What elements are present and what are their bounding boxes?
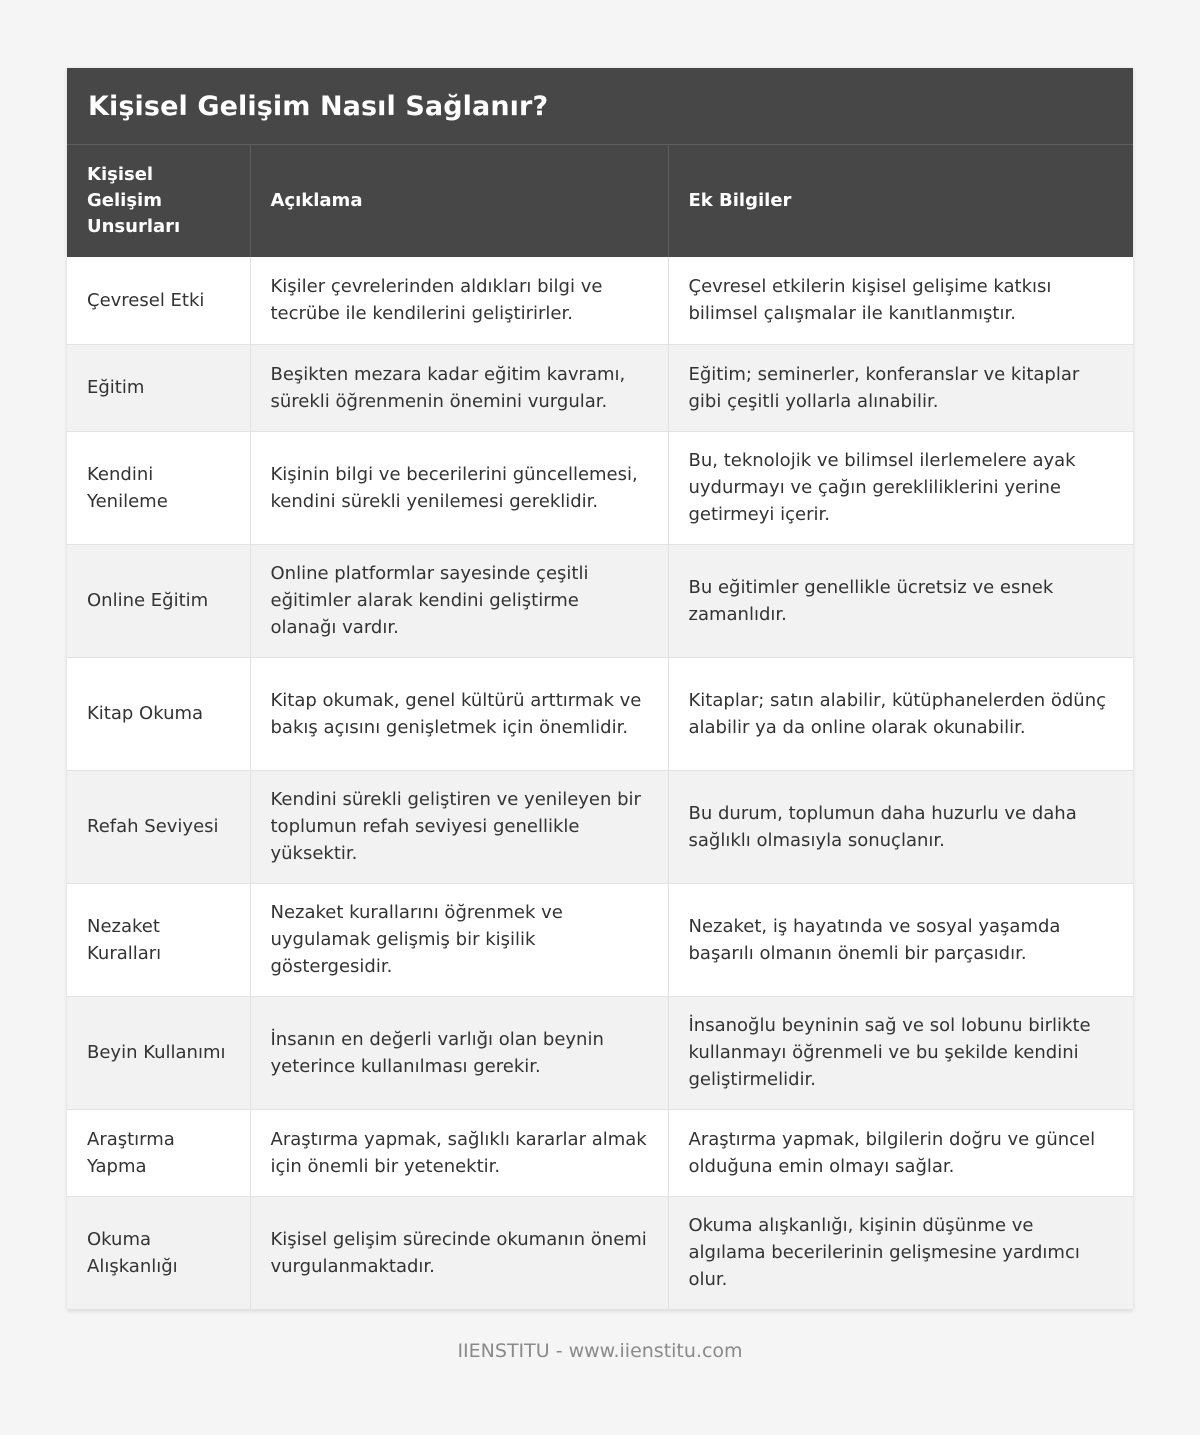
table-cell-element: Kitap Okuma (67, 657, 250, 770)
header-cell-description: Açıklama (250, 145, 668, 257)
table-cell-extra-info: Nezaket, iş hayatında ve sosyal yaşamda başarılı olmanın önemli bir parçasıdır. (668, 883, 1133, 996)
table-cell-extra-info: Bu, teknolojik ve bilimsel ilerlemelere ayak uydurmayı ve çağın gerekliliklerini yerine getirmeyi içerir. (668, 431, 1133, 544)
table-row (67, 431, 1133, 544)
table-cell-description: Kendini sürekli geliştiren ve yenileyen bir toplumun refah seviyesi genellikle yüksektir. (250, 770, 668, 883)
content-card (67, 68, 1133, 1310)
table-cell-description: Araştırma yapmak, sağlıklı kararlar almak için önemli bir yetenektir. (250, 1109, 668, 1196)
table-row (67, 1196, 1133, 1309)
info-table (67, 145, 1133, 1310)
table-cell-element: Araştırma Yapma (67, 1109, 250, 1196)
table-cell-extra-info: Araştırma yapmak, bilgilerin doğru ve güncel olduğuna emin olmayı sağlar. (668, 1109, 1133, 1196)
header-cell-extra-info: Ek Bilgiler (668, 145, 1133, 257)
table-cell-description: Online platformlar sayesinde çeşitli eğitimler alarak kendini geliştirme olanağı vardır. (250, 544, 668, 657)
header-cell-elements: Kişisel Gelişim Unsurları (67, 145, 250, 257)
table-cell-extra-info: Bu durum, toplumun daha huzurlu ve daha sağlıklı olmasıyla sonuçlanır. (668, 770, 1133, 883)
table-cell-description: Nezaket kurallarını öğrenmek ve uygulamak gelişmiş bir kişilik göstergesidir. (250, 883, 668, 996)
table-row (67, 657, 1133, 770)
table-cell-description: Kişinin bilgi ve becerilerini güncellemesi, kendini sürekli yenilemesi gereklidir. (250, 431, 668, 544)
table-cell-element: Beyin Kullanımı (67, 996, 250, 1109)
table-cell-description: Kişiler çevrelerinden aldıkları bilgi ve tecrübe ile kendilerini geliştirirler. (250, 257, 668, 344)
table-cell-element: Okuma Alışkanlığı (67, 1196, 250, 1309)
table-cell-extra-info: Okuma alışkanlığı, kişinin düşünme ve algılama becerilerinin gelişmesine yardımcı olur. (668, 1196, 1133, 1309)
table-cell-element: Refah Seviyesi (67, 770, 250, 883)
table-cell-description: Kişisel gelişim sürecinde okumanın önemi vurgulanmaktadır. (250, 1196, 668, 1309)
table-cell-description: Beşikten mezara kadar eğitim kavramı, sürekli öğrenmenin önemini vurgular. (250, 344, 668, 431)
table-row (67, 1109, 1133, 1196)
table-row (67, 344, 1133, 431)
table-cell-element: Kendini Yenileme (67, 431, 250, 544)
table-cell-element: Online Eğitim (67, 544, 250, 657)
table-row (67, 257, 1133, 344)
table-row (67, 883, 1133, 996)
table-cell-element: Çevresel Etki (67, 257, 250, 344)
table-row (67, 544, 1133, 657)
table-cell-extra-info: Eğitim; seminerler, konferanslar ve kitaplar gibi çeşitli yollarla alınabilir. (668, 344, 1133, 431)
table-cell-extra-info: İnsanoğlu beyninin sağ ve sol lobunu birlikte kullanmayı öğrenmeli ve bu şekilde kendini geliştirmelidir. (668, 996, 1133, 1109)
table-cell-element: Nezaket Kuralları (67, 883, 250, 996)
table-cell-description: Kitap okumak, genel kültürü arttırmak ve bakış açısını genişletmek için önemlidir. (250, 657, 668, 770)
table-cell-element: Eğitim (67, 344, 250, 431)
page-title: Kişisel Gelişim Nasıl Sağlanır? (88, 90, 549, 122)
table-cell-extra-info: Kitaplar; satın alabilir, kütüphanelerden ödünç alabilir ya da online olarak okunabilir. (668, 657, 1133, 770)
table-cell-description: İnsanın en değerli varlığı olan beynin yeterince kullanılması gerekir. (250, 996, 668, 1109)
table-cell-extra-info: Çevresel etkilerin kişisel gelişime katkısı bilimsel çalışmalar ile kanıtlanmıştır. (668, 257, 1133, 344)
title-bar (67, 68, 1133, 145)
table-cell-extra-info: Bu eğitimler genellikle ücretsiz ve esnek zamanlıdır. (668, 544, 1133, 657)
footer-credit: IIENSTITU - www.iienstitu.com (457, 1340, 743, 1362)
table-header-row (67, 145, 1133, 257)
table-row (67, 770, 1133, 883)
table-row (67, 996, 1133, 1109)
